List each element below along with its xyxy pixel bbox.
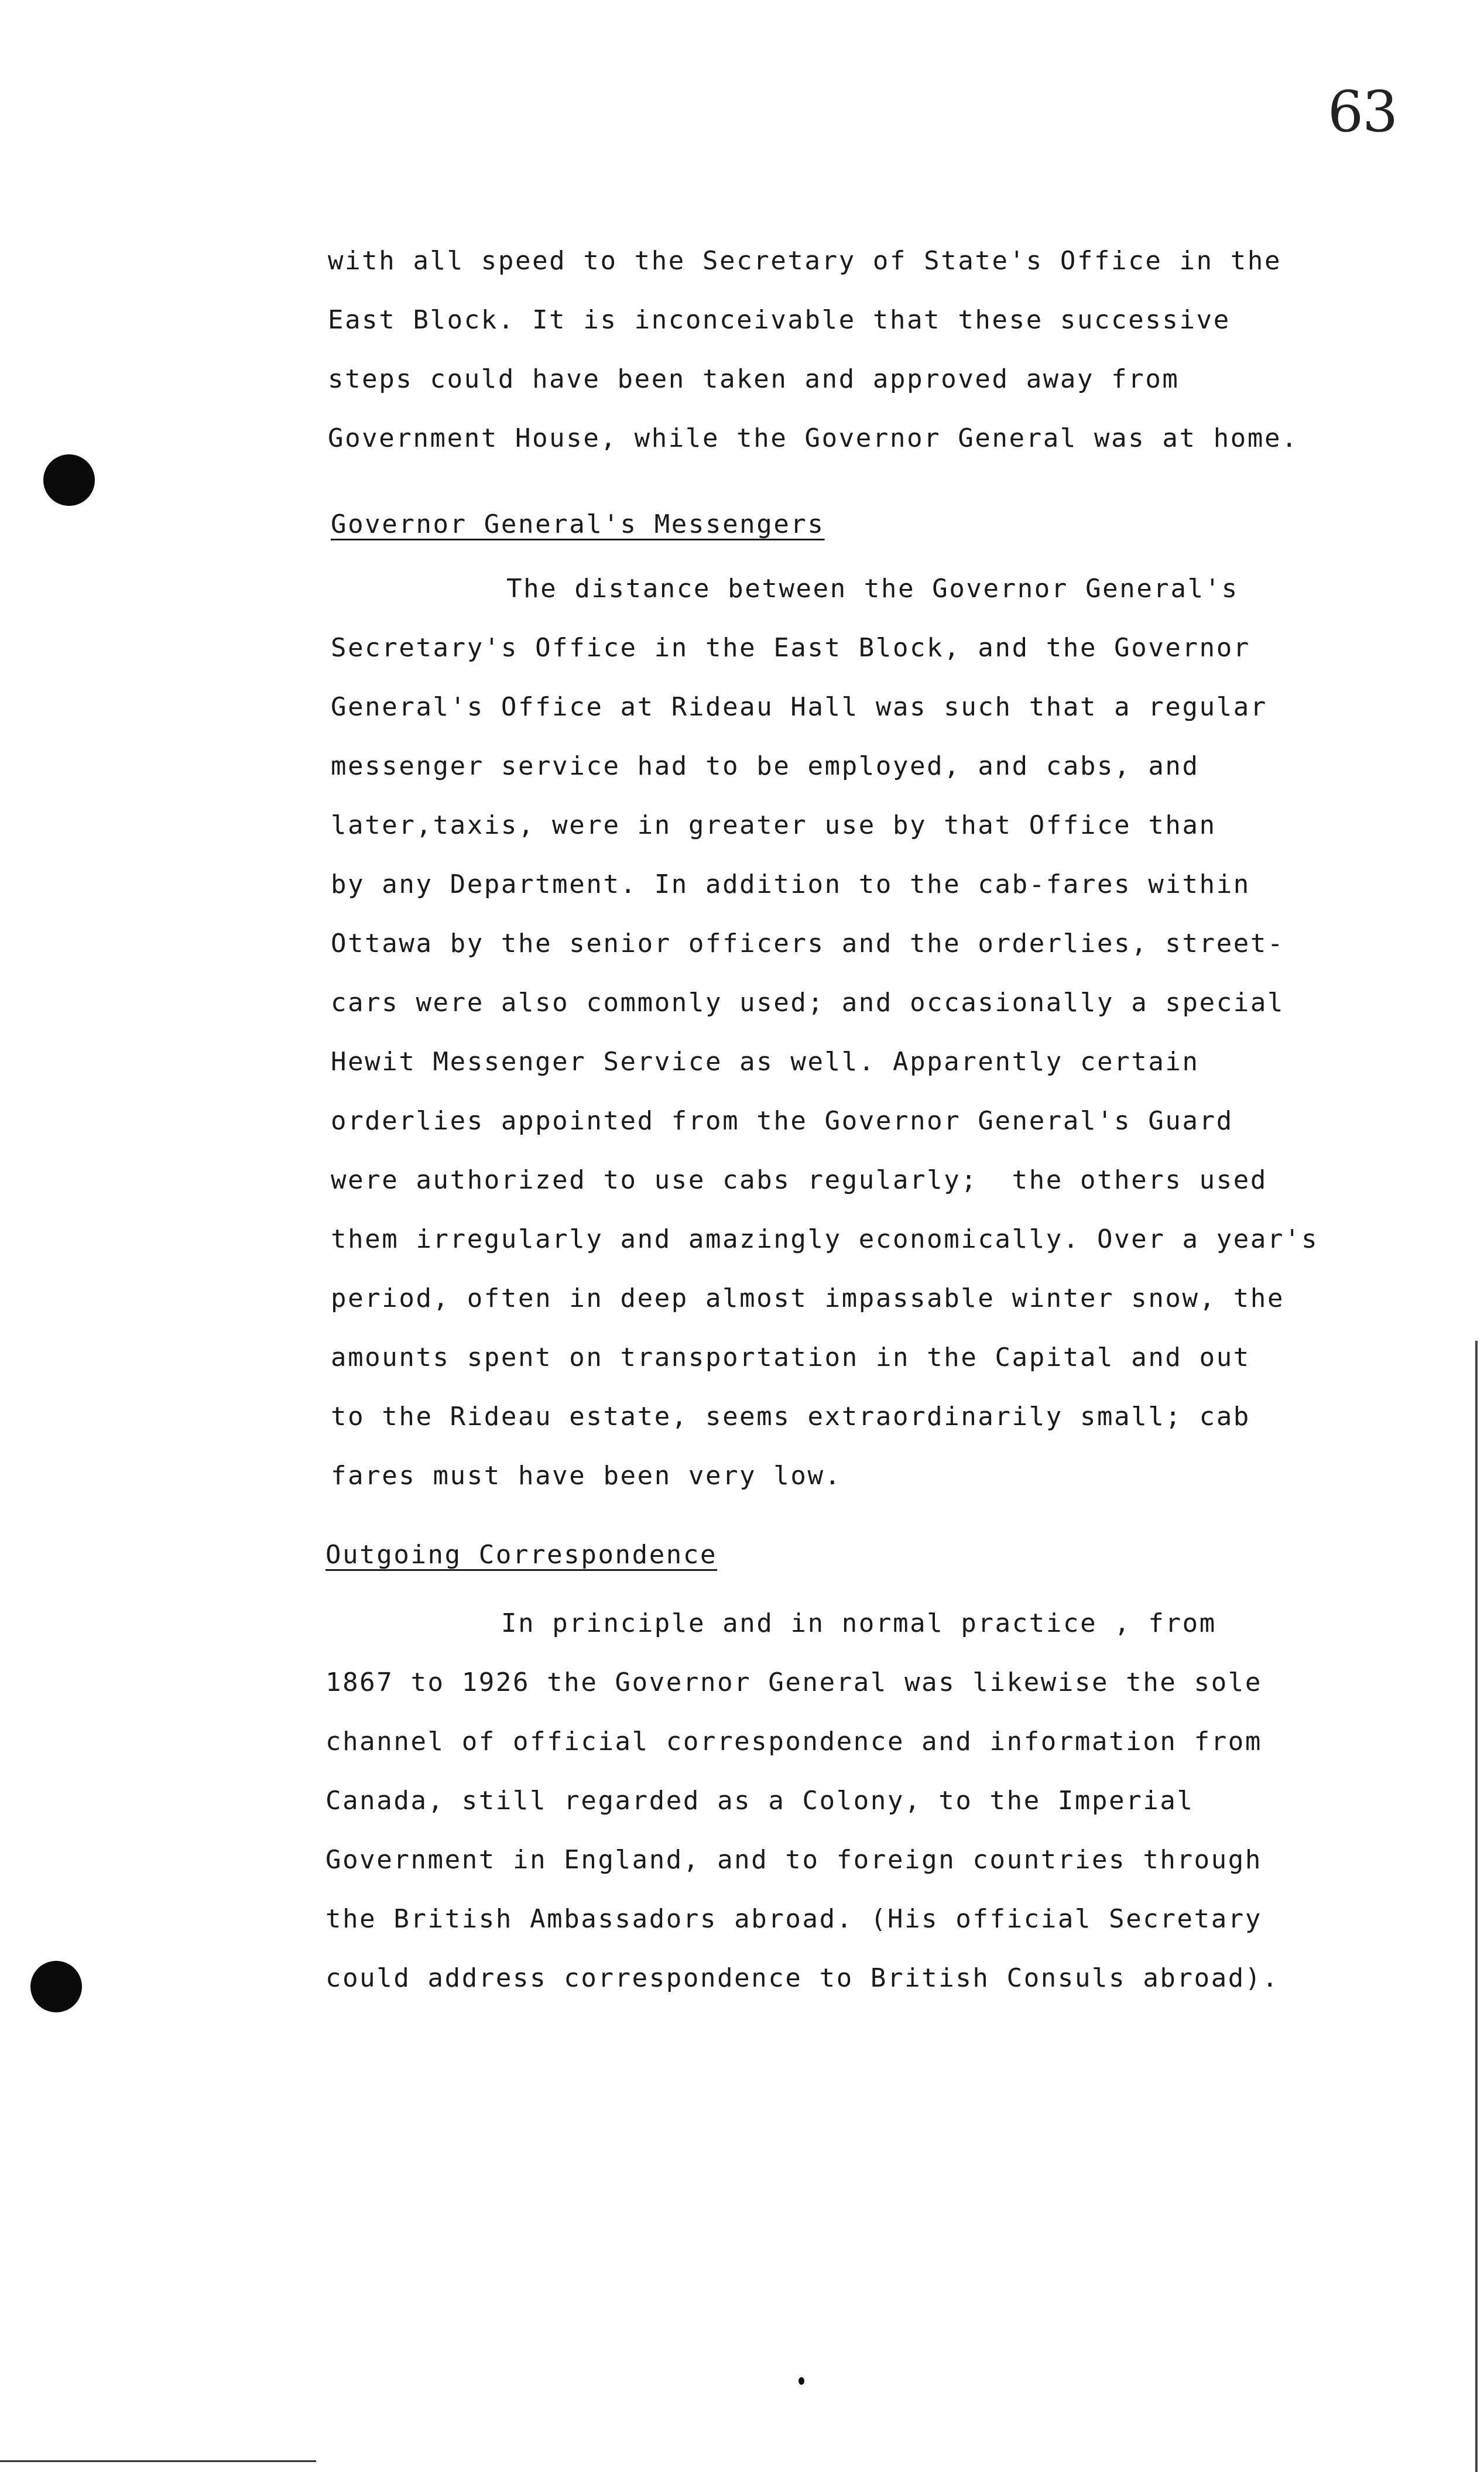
scan-edge-line (0, 2460, 316, 2462)
scan-edge-shadow (1475, 1341, 1478, 2472)
section-heading: Outgoing Correspondence (325, 1540, 718, 1570)
text-line: messenger service had to be employed, and cabs, and (331, 751, 1199, 781)
text-line: them irregularly and amazingly economically. Over a year's (331, 1224, 1319, 1254)
punch-hole (43, 454, 95, 506)
text-line: could address correspondence to British Consuls abroad). (325, 1963, 1280, 1993)
section-heading: Governor General's Messengers (331, 509, 825, 539)
text-line: by any Department. In addition to the cab-fares within (331, 869, 1250, 899)
text-line: steps could have been taken and approved away from (328, 364, 1180, 394)
text-line: amounts spent on transportation in the Capital and out (331, 1343, 1250, 1372)
text-line: the British Ambassadors abroad. (His official Secretary (325, 1904, 1262, 1934)
punch-hole (30, 1961, 82, 2012)
text-line: fares must have been very low. (331, 1461, 842, 1491)
text-line: Canada, still regarded as a Colony, to the Imperial (325, 1786, 1194, 1816)
text-line: Ottawa by the senior officers and the orderlies, street- (331, 929, 1285, 958)
text-line: General's Office at Rideau Hall was such that a regular (331, 692, 1267, 722)
text-line: to the Rideau estate, seems extraordinarily small; cab (331, 1402, 1250, 1432)
text-line: Secretary's Office in the East Block, and the Governor (331, 633, 1250, 663)
stray-mark (798, 2377, 804, 2385)
intro-paragraph (328, 231, 1417, 468)
text-line: Government House, while the Governor General was at home. (328, 423, 1299, 453)
text-line: The distance between the Governor General's (506, 574, 1239, 604)
text-line: period, often in deep almost impassable winter snow, the (331, 1283, 1285, 1313)
text-line: 1867 to 1926 the Governor General was likewise the sole (325, 1668, 1262, 1697)
page-number: 63 (1328, 79, 1397, 145)
text-line: In principle and in normal practice , from (501, 1608, 1216, 1638)
text-line: Hewit Messenger Service as well. Apparently certain (331, 1047, 1199, 1077)
messengers-paragraph (331, 559, 1420, 1505)
text-line: orderlies appointed from the Governor General's Guard (331, 1106, 1233, 1136)
text-line: with all speed to the Secretary of State's Office in the (328, 246, 1282, 276)
text-line: East Block. It is inconceivable that these successive (328, 305, 1231, 335)
correspondence-paragraph (325, 1594, 1414, 2008)
text-line: Government in England, and to foreign countries through (325, 1845, 1262, 1875)
text-line: channel of official correspondence and information from (325, 1727, 1262, 1757)
text-line: were authorized to use cabs regularly; the others used (331, 1165, 1267, 1195)
text-line: cars were also commonly used; and occasionally a special (331, 988, 1285, 1018)
text-line: later,taxis, were in greater use by that Office than (331, 810, 1216, 840)
